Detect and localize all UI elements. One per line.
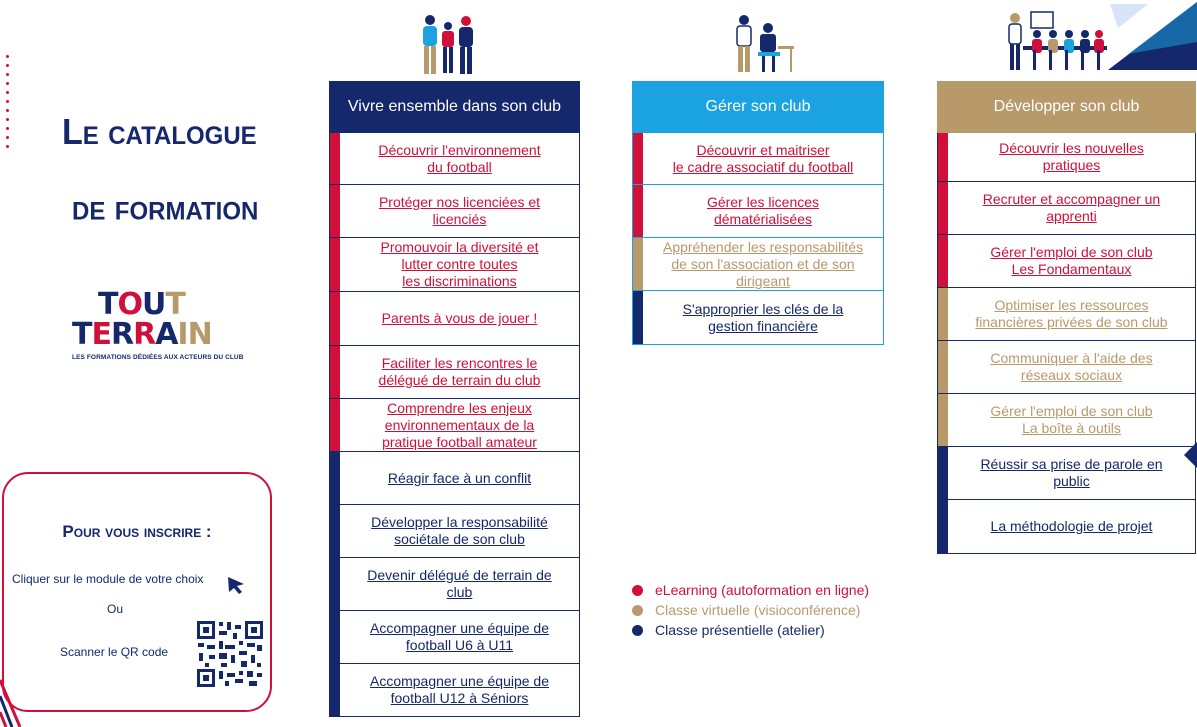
module-link[interactable] (329, 558, 580, 611)
module-label-line: La méthodologie de projet (990, 518, 1153, 534)
people-meeting-icon (1005, 10, 1109, 74)
module-type-bar (330, 611, 340, 663)
module-label-line: lutter contre toutes (401, 256, 518, 272)
column-gerer (632, 81, 884, 345)
module-link[interactable] (329, 292, 580, 346)
column-header: Gérer son club (632, 81, 884, 133)
module-label-line: apprenti (1046, 208, 1097, 224)
decorative-dots (6, 55, 12, 148)
module-label-line: La boîte à outils (1022, 420, 1121, 436)
module-label-line: Accompagner une équipe de (369, 673, 550, 689)
column-vivre-ensemble (329, 81, 580, 717)
module-type-bar (938, 500, 948, 553)
module-link[interactable] (632, 133, 884, 185)
column-developper (937, 81, 1196, 554)
legend-item (632, 580, 869, 600)
module-link[interactable] (329, 346, 580, 399)
module-label-line: de son l'association et de son (671, 255, 855, 272)
module-label-line: Réussir sa prise de parole en (980, 456, 1163, 472)
module-label-line: Protéger nos licenciées et (378, 194, 541, 210)
module-label (378, 142, 540, 176)
module-link[interactable] (937, 394, 1196, 447)
module-label-line: Appréhender les responsabilités (662, 238, 863, 255)
qr-code-icon[interactable] (195, 619, 265, 689)
module-link[interactable] (329, 611, 580, 664)
module-type-bar (633, 238, 643, 290)
module-label-line: Optimiser les ressources (994, 297, 1149, 313)
module-link[interactable] (329, 238, 580, 292)
legend-label: Classe virtuelle (visioconférence) (655, 602, 861, 618)
elearning-dot-icon (632, 585, 643, 596)
module-link[interactable] (329, 133, 580, 185)
module-label-line: Découvrir l'environnement (378, 141, 541, 158)
registration-title: Pour vous inscrire : (62, 522, 212, 541)
module-label-line: sociétale de son club (394, 531, 525, 547)
module-type-bar (938, 133, 948, 181)
module-label-line: club (446, 584, 473, 600)
module-label-line: environnementaux de la (384, 416, 535, 433)
cursor-arrow-icon (226, 575, 246, 595)
module-label (370, 673, 549, 707)
module-label-line: les discriminations (402, 273, 517, 289)
module-label-line: Comprendre les enjeux (387, 399, 532, 416)
module-type-bar (330, 664, 340, 716)
module-label-line: le cadre associatif du football (672, 158, 854, 175)
module-type-bar (330, 505, 340, 557)
module-label-line: Parents à vous de jouer ! (381, 310, 538, 326)
module-link[interactable] (632, 185, 884, 238)
module-label-line: Recruter et accompagner un (982, 191, 1161, 207)
decorative-triangle (1108, 2, 1197, 70)
module-link[interactable] (632, 238, 884, 291)
module-label-line: Accompagner une équipe de (369, 620, 550, 636)
module-label-line: public (1053, 473, 1090, 489)
module-link[interactable] (632, 291, 884, 345)
module-label (975, 297, 1167, 331)
module-label (991, 518, 1153, 535)
legend (632, 580, 869, 640)
module-type-bar (633, 185, 643, 237)
module-label-line: Promouvoir la diversité et (380, 239, 539, 255)
module-link[interactable] (937, 288, 1196, 341)
legend-label: Classe présentielle (atelier) (655, 622, 825, 638)
module-label (980, 456, 1162, 490)
title-line-1: Le catalogue (62, 112, 257, 153)
module-link[interactable] (329, 185, 580, 238)
module-label (990, 350, 1152, 384)
legend-label: eLearning (autoformation en ligne) (655, 582, 870, 598)
module-label (382, 310, 538, 327)
module-label (379, 355, 541, 389)
module-label-line: du football (427, 158, 492, 175)
module-label-line: licenciés (432, 211, 487, 227)
click-instruction: Cliquer sur le module de votre choix (12, 572, 204, 586)
module-type-bar (330, 558, 340, 610)
module-type-bar (330, 452, 340, 504)
column-header: Vivre ensemble dans son club (329, 81, 580, 133)
module-link[interactable] (937, 133, 1196, 182)
legend-item (632, 620, 869, 640)
module-type-bar (330, 185, 340, 237)
module-type-bar (938, 394, 948, 446)
module-type-bar (330, 399, 340, 451)
legend-item (632, 600, 869, 620)
module-label-line: délégué de terrain du club (378, 372, 541, 388)
title-line-2: de formation (72, 187, 259, 228)
module-label-line: Devenir délégué de terrain de (367, 567, 552, 583)
scan-instruction: Scanner le QR code (60, 645, 169, 659)
module-link[interactable] (937, 447, 1196, 500)
module-type-bar (330, 346, 340, 398)
module-type-bar (938, 447, 948, 499)
module-type-bar (330, 292, 340, 345)
logo-line-2: T E R R A I N (72, 317, 212, 352)
module-label-line: Gérer l'emploi de son club (990, 403, 1153, 419)
module-label (990, 403, 1152, 437)
module-label-line: S'approprier les clés de la (682, 300, 844, 317)
presentiel-dot-icon (632, 625, 643, 636)
module-label (999, 140, 1144, 174)
decorative-arrow (1184, 440, 1197, 470)
module-type-bar (633, 133, 643, 184)
module-label-line: Réagir face à un conflit (387, 469, 532, 486)
module-label (367, 567, 551, 601)
module-label (683, 301, 844, 335)
catalogue-title (62, 94, 262, 245)
module-label (381, 239, 539, 290)
module-label-line: Les Fondamentaux (1011, 261, 1132, 277)
module-label-line: gestion financière (708, 317, 818, 334)
module-link[interactable] (329, 505, 580, 558)
module-label (990, 244, 1152, 278)
module-type-bar (938, 235, 948, 287)
module-label-line: Découvrir les nouvelles (999, 140, 1144, 156)
module-type-bar (938, 288, 948, 340)
module-type-bar (330, 133, 340, 184)
logo-tagline: LES FORMATIONS DÉDIÉES AUX ACTEURS DU CLUB (72, 354, 244, 361)
module-label (370, 620, 549, 654)
column-header: Développer son club (937, 81, 1196, 133)
module-type-bar (938, 182, 948, 234)
module-label-line: football U6 à U11 (405, 637, 514, 653)
module-label-line: pratique football amateur (382, 433, 537, 450)
module-link[interactable] (329, 452, 580, 505)
module-link[interactable] (937, 341, 1196, 394)
module-label-line: dirigeant (736, 272, 790, 289)
module-label (707, 194, 819, 228)
module-link[interactable] (329, 399, 580, 452)
module-label-line: Communiquer à l'aide des (990, 350, 1153, 366)
logo-line-1: T O U T (98, 287, 185, 322)
module-label (983, 191, 1160, 225)
module-type-bar (938, 341, 948, 393)
or-text: Ou (107, 602, 124, 616)
module-label-line: réseaux sociaux (1020, 367, 1123, 383)
module-type-bar (330, 238, 340, 291)
module-label-line: financières privées de son club (975, 314, 1168, 330)
module-label-line: Gérer les licences (706, 194, 820, 210)
people-group-icon (418, 12, 480, 78)
module-link[interactable] (937, 500, 1196, 554)
module-label-line: football U12 à Séniors (390, 690, 529, 706)
module-type-bar (633, 291, 643, 344)
module-label (379, 194, 540, 228)
module-label (673, 142, 854, 176)
virtual-dot-icon (632, 605, 643, 616)
module-link[interactable] (329, 664, 580, 717)
module-label-line: Gérer l'emploi de son club (990, 244, 1153, 260)
module-link[interactable] (937, 235, 1196, 288)
module-label (382, 400, 537, 451)
module-label (388, 470, 531, 487)
tout-terrain-logo (72, 287, 244, 390)
module-link[interactable] (937, 182, 1196, 235)
decorative-stripes (0, 660, 30, 727)
module-label-line: pratiques (1042, 157, 1101, 173)
module-label-line: Faciliter les rencontres le (381, 355, 538, 371)
module-label-line: dématérialisées (713, 211, 813, 227)
module-label (663, 239, 863, 290)
module-label-line: Développer la responsabilité (371, 514, 548, 530)
module-label-line: Découvrir et maitriser (696, 141, 830, 158)
module-label (371, 514, 548, 548)
people-at-desk-icon (732, 12, 796, 74)
